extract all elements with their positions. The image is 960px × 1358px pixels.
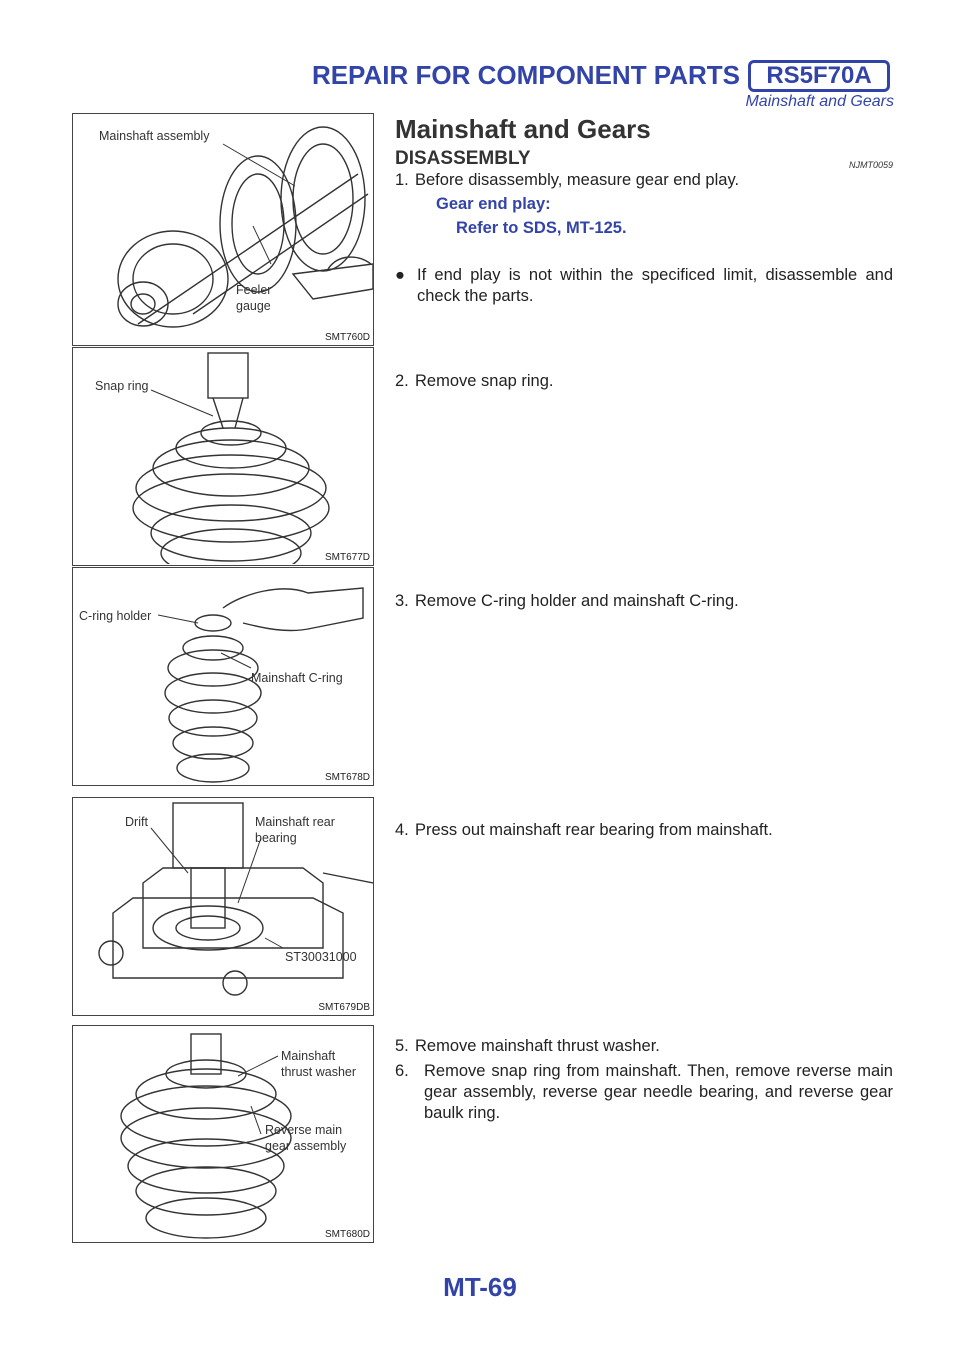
spec-label: Gear end play: xyxy=(436,195,551,213)
step-number: 1. xyxy=(395,171,409,189)
figure-code: SMT678D xyxy=(324,772,370,783)
step-text: Before disassembly, measure gear end play. xyxy=(415,171,740,189)
label-c-ring-holder: C-ring holder xyxy=(79,609,152,623)
figure-snap-ring-illustration xyxy=(73,348,373,564)
figure-c-ring-illustration xyxy=(73,568,373,784)
note-bullet xyxy=(395,265,893,307)
note-text: If end play is not within the specificed limit, disassemble and check the parts. xyxy=(417,266,893,305)
figure-feeler-gauge xyxy=(72,113,374,346)
label-drift: Drift xyxy=(125,815,148,829)
section-title: Mainshaft and Gears xyxy=(395,114,651,144)
label-mainshaft-c-ring: Mainshaft C-ring xyxy=(251,671,343,685)
figure-code: SMT760D xyxy=(324,332,370,343)
bullet-icon: ● xyxy=(395,266,405,284)
step-4 xyxy=(395,820,893,841)
step-text: Press out mainshaft rear bearing from mainshaft. xyxy=(415,821,773,839)
header-subtitle: Mainshaft and Gears xyxy=(745,93,894,110)
figure-code: SMT677D xyxy=(324,552,370,563)
reference-code: NJMT0059 xyxy=(848,160,893,170)
step-text: Remove snap ring. xyxy=(415,372,554,390)
step-1 xyxy=(395,170,893,191)
step-number: 4. xyxy=(395,821,409,839)
step-number: 6. xyxy=(395,1062,409,1080)
step-number: 2. xyxy=(395,372,409,390)
label-mainshaft-rear: Mainshaft rear xyxy=(255,815,335,829)
label-mainshaft: Mainshaft xyxy=(281,1049,336,1063)
figure-thrust-washer-illustration xyxy=(73,1026,373,1241)
step-2 xyxy=(395,371,893,392)
step-text: Remove mainshaft thrust washer. xyxy=(415,1037,660,1055)
label-snap-ring: Snap ring xyxy=(95,379,149,393)
step-text: Remove snap ring from mainshaft. Then, remove reverse main gear assembly, reverse gear needle bearing, and reverse gear baulk ring. xyxy=(424,1062,893,1122)
label-gear-assembly: gear assembly xyxy=(265,1139,347,1153)
figure-c-ring xyxy=(72,567,374,786)
step-3 xyxy=(395,591,893,612)
figure-press-bearing xyxy=(72,797,374,1016)
step-6 xyxy=(395,1061,893,1124)
figure-feeler-gauge-illustration xyxy=(73,114,373,344)
label-thrust-washer: thrust washer xyxy=(281,1065,357,1079)
label-st30031000: ST30031000 xyxy=(285,950,357,964)
label-mainshaft-assembly: Mainshaft assembly xyxy=(99,129,210,143)
figure-code: SMT679DB xyxy=(318,1002,370,1013)
page-number: MT-69 xyxy=(443,1272,517,1302)
section-subheading: DISASSEMBLY xyxy=(395,148,531,169)
figure-press-bearing-illustration xyxy=(73,798,373,1014)
figure-snap-ring xyxy=(72,347,374,566)
step-number: 3. xyxy=(395,592,409,610)
step-5 xyxy=(395,1036,893,1057)
header-title: REPAIR FOR COMPONENT PARTS xyxy=(311,60,740,90)
model-code-badge: RS5F70A xyxy=(748,60,890,92)
label-bearing: bearing xyxy=(255,831,297,845)
figure-code: SMT680D xyxy=(324,1229,370,1240)
spec-value: Refer to SDS, MT-125. xyxy=(456,219,627,237)
label-feeler: Feeler xyxy=(236,283,272,297)
figure-thrust-washer xyxy=(72,1025,374,1243)
step-number: 5. xyxy=(395,1037,409,1055)
label-gauge: gauge xyxy=(236,299,271,313)
step-text: Remove C-ring holder and mainshaft C-ring. xyxy=(415,592,739,610)
label-reverse-main: Reverse main xyxy=(265,1123,343,1137)
